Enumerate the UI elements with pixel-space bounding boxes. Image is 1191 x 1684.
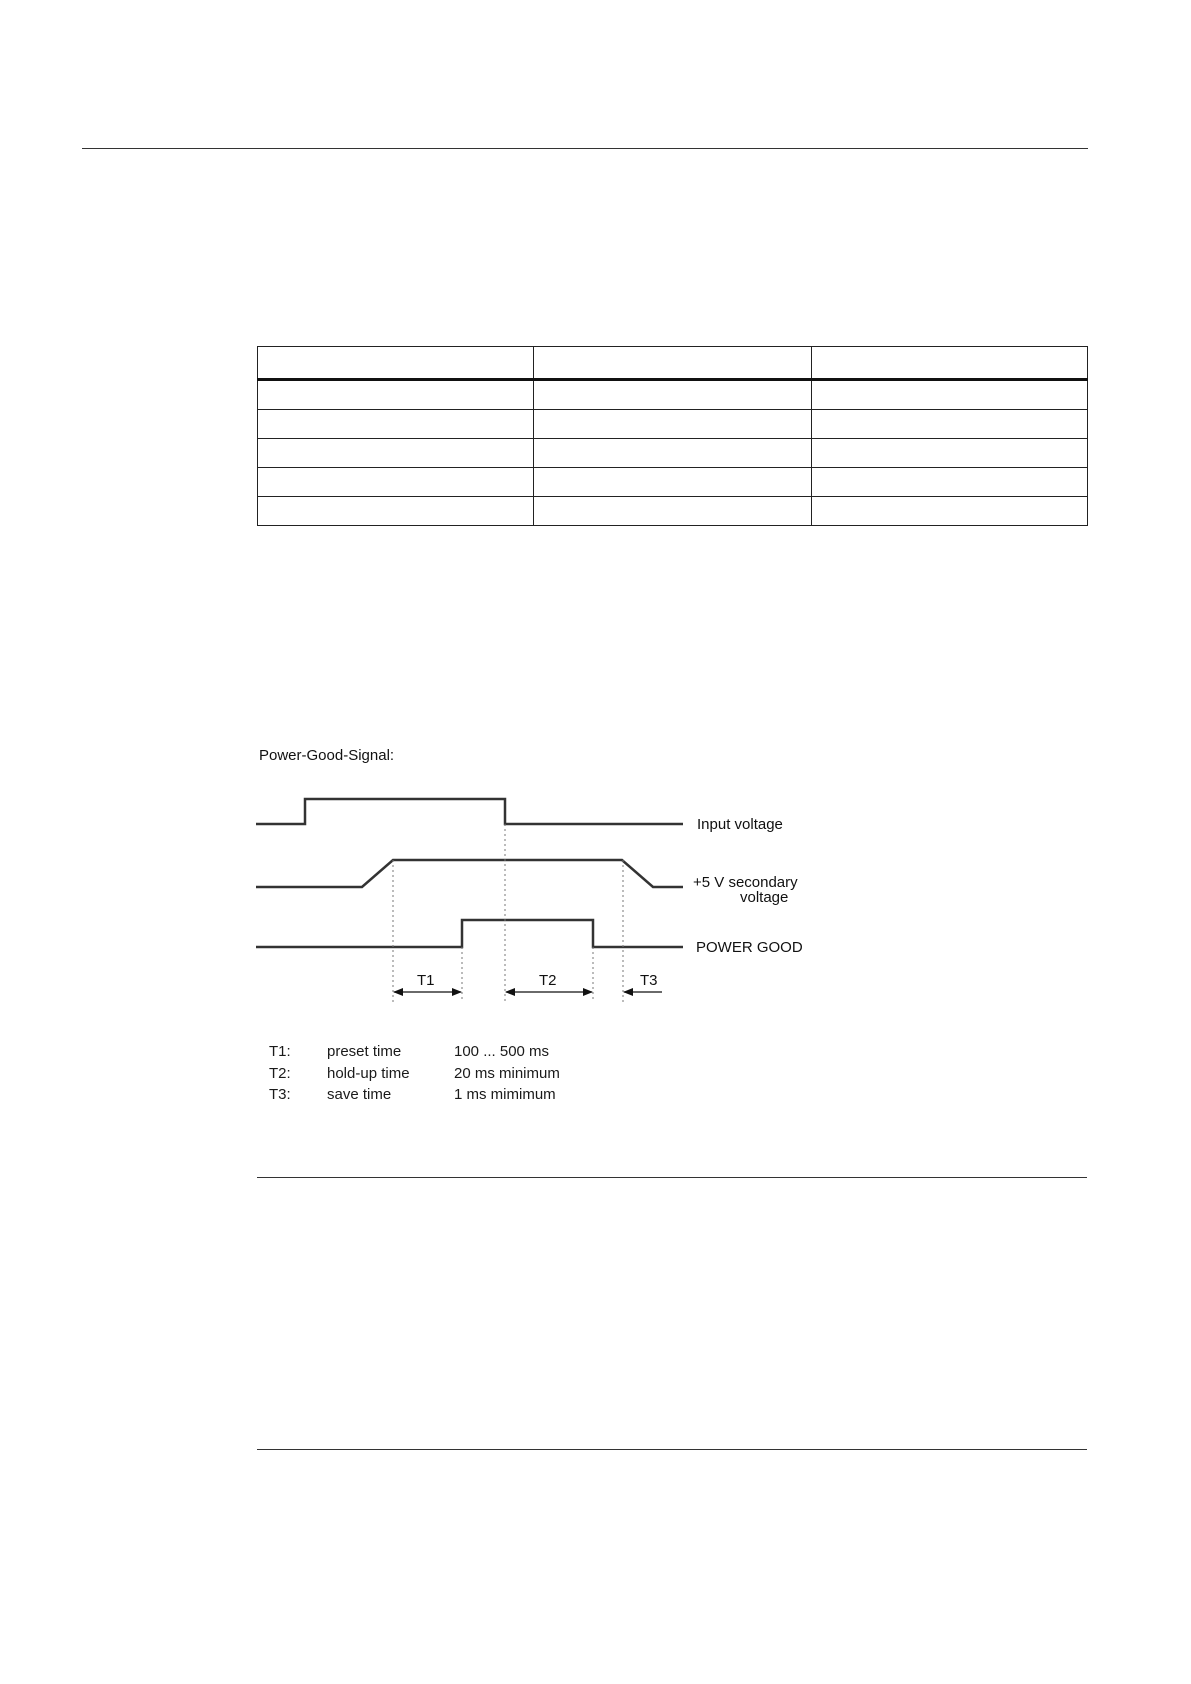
section-rule xyxy=(257,1177,1087,1178)
header-rule xyxy=(82,148,1088,149)
t2-label: T2 xyxy=(539,972,557,989)
table-row xyxy=(258,468,1088,497)
legend-value: 20 ms minimum xyxy=(454,1064,560,1082)
legend-key: T3: xyxy=(269,1086,291,1103)
spec-table xyxy=(257,346,1088,526)
diagram-title: Power-Good-Signal: xyxy=(259,747,395,764)
table-header-row xyxy=(258,347,1088,380)
legend-value: 100 ... 500 ms xyxy=(454,1043,550,1060)
power-good-label: POWER GOOD xyxy=(696,939,803,956)
t1-label: T1 xyxy=(417,972,435,989)
legend-key: T2: xyxy=(269,1064,291,1082)
table-row xyxy=(258,439,1088,468)
input-voltage-label: Input voltage xyxy=(697,816,783,833)
secondary-voltage-waveform xyxy=(256,860,683,887)
power-good-waveform xyxy=(256,920,683,947)
legend-name: save time xyxy=(327,1086,392,1103)
legend-name: preset time xyxy=(327,1043,402,1060)
table-row xyxy=(258,410,1088,439)
legend-key: T1: xyxy=(269,1043,291,1060)
timing-legend xyxy=(269,1041,560,1106)
secondary-voltage-label-line2: voltage xyxy=(740,889,789,906)
legend-row xyxy=(269,1084,560,1106)
secondary-voltage-label: +5 V secondary xyxy=(693,874,798,891)
legend-row xyxy=(269,1063,560,1085)
t3-label: T3 xyxy=(640,972,658,989)
legend-name: hold-up time xyxy=(327,1064,410,1082)
table-row xyxy=(258,380,1088,410)
input-voltage-waveform xyxy=(256,799,683,824)
legend-row xyxy=(269,1041,560,1063)
table-row xyxy=(258,497,1088,526)
section-rule xyxy=(257,1449,1087,1450)
legend-value: 1 ms mimimum xyxy=(454,1086,556,1103)
